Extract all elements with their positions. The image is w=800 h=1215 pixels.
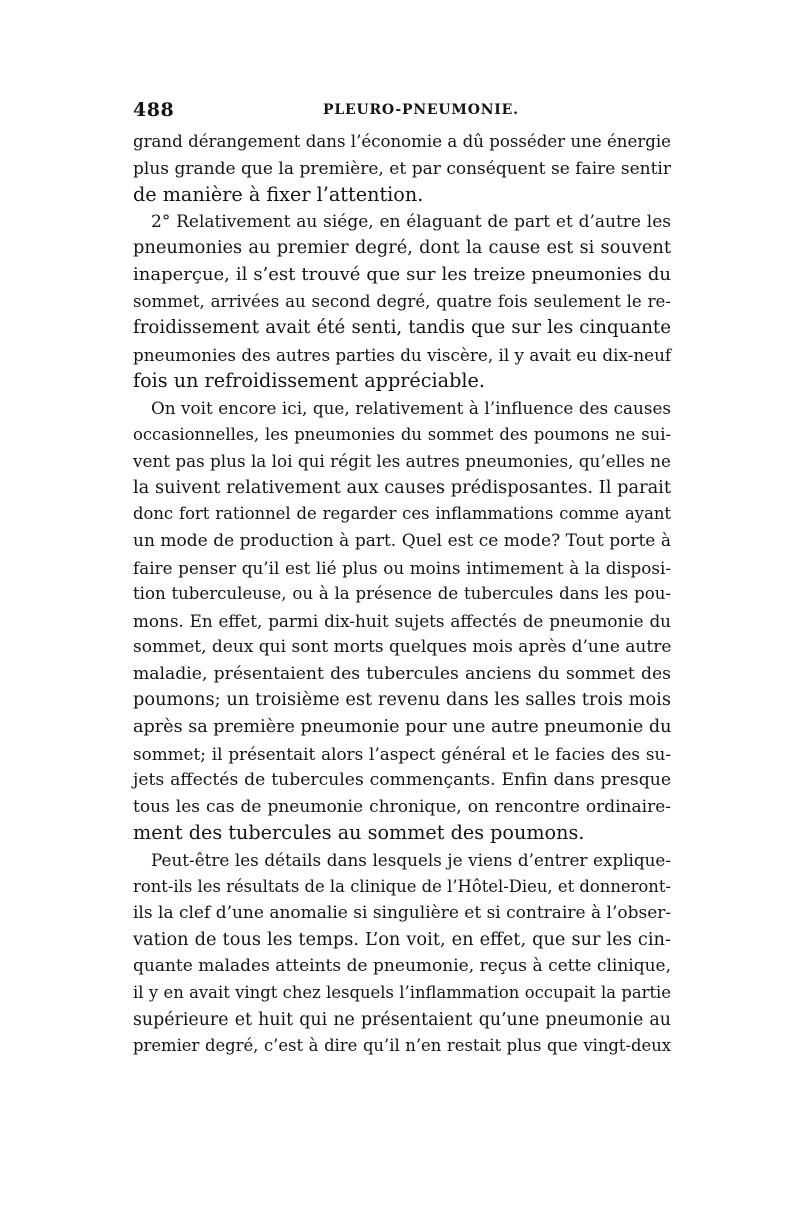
text-line: supérieure et huit qui ne présentaient qu’une pneumonie au	[133, 1009, 671, 1030]
text-line: sommet, arrivées au second degré, quatre fois seulement le re-	[133, 291, 671, 311]
text-line: inaperçue, il s’est trouvé que sur les treize pneumonies du	[133, 263, 671, 285]
text-line: Peut-être les détails dans lesquels je viens d’entrer explique-	[151, 850, 671, 871]
text-line: occasionnelles, les pneumonies du sommet des poumons ne sui-	[133, 424, 671, 444]
running-title: PLEURO-PNEUMONIE.	[323, 102, 519, 118]
text-line: sommet, deux qui sont morts quelques mois après d’une autre	[133, 637, 672, 658]
text-line: fois un refroidissement appréciable.	[133, 369, 485, 393]
text-line: sommet; il présentait alors l’aspect général et le facies des su-	[133, 743, 671, 764]
text-line: la suivent relativement aux causes prédisposantes. Il parait	[133, 476, 671, 498]
text-line: vent pas plus la loi qui régit les autres pneumonies, qu’elles ne	[133, 451, 671, 472]
page-number: 488	[133, 99, 175, 121]
text-line: tion tuberculeuse, ou à la présence de tubercules dans les pou-	[133, 584, 671, 604]
text-line: de manière à fixer l’attention.	[133, 183, 424, 207]
text-line: jets affectés de tubercules commençants. Enfin dans presque	[133, 770, 671, 791]
text-line: vation de tous les temps. L’on voit, en effet, que sur les cin-	[133, 928, 671, 950]
text-line: après sa première pneumonie pour une autre pneumonie du	[133, 717, 672, 738]
text-line: faire penser qu’il est lié plus ou moins intimement à la disposi-	[133, 557, 671, 578]
text-line: premier degré, c’est à dire qu’il n’en restait plus que vingt-deux	[133, 1036, 671, 1056]
text-line: On voit encore ici, que, relativement à l’influence des causes	[151, 397, 671, 418]
text-line: mons. En effet, parmi dix-huit sujets affectés de pneumonie du	[133, 610, 671, 631]
text-line: tous les cas de pneumonie chronique, on rencontre ordinaire-	[133, 796, 671, 817]
text-line: donc fort rationnel de regarder ces inflammations comme ayant	[133, 504, 671, 524]
body-text	[133, 129, 671, 1060]
text-line: maladie, présentaient des tubercules anciens du sommet des	[133, 663, 671, 684]
text-line: ment des tubercules au sommet des poumons.	[133, 821, 585, 845]
text-line: ront-ils les résultats de la clinique de l’Hôtel-Dieu, et donneront-	[133, 876, 671, 896]
text-line: pneumonies au premier degré, dont la cause est si souvent	[133, 237, 671, 259]
text-line: poumons; un troisième est revenu dans les salles trois mois	[133, 689, 671, 711]
text-line: froidissement avait été senti, tandis que sur les cinquante	[133, 317, 671, 339]
text-line: grand dérangement dans l’économie a dû posséder une énergie	[133, 132, 671, 151]
text-line: quante malades atteints de pneumonie, reçus à cette clinique,	[133, 956, 671, 977]
text-line: un mode de production à part. Quel est ce mode? Tout porte à	[133, 530, 671, 551]
text-line: plus grande que la première, et par conséquent se faire sentir	[133, 158, 671, 179]
running-head	[133, 99, 671, 121]
text-line: 2° Relativement au siége, en élaguant de part et d’autre les	[151, 211, 671, 232]
text-line: pneumonies des autres parties du viscère, il y avait eu dix-neuf	[133, 344, 672, 365]
text-line: ils la clef d’une anomalie si singulière et si contraire à l’obser-	[133, 903, 672, 924]
text-line: il y en avait vingt chez lesquels l’inflammation occupait la partie	[133, 983, 671, 1002]
